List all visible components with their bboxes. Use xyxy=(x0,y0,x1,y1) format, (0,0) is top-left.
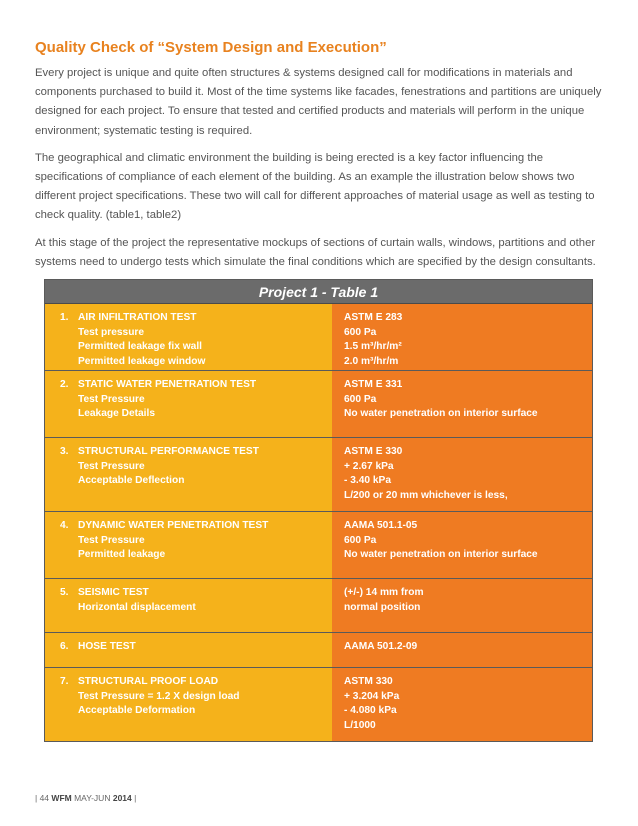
page-number: 44 xyxy=(39,793,50,803)
test-number: 5. xyxy=(60,587,69,598)
test-title: DYNAMIC WATER PENETRATION TEST xyxy=(78,520,269,531)
footer-bar-left: | xyxy=(35,793,40,803)
test-value: - 4.080 kPa xyxy=(344,705,397,717)
test-parameter: Test Pressure xyxy=(78,393,145,405)
test-value: 2.0 m³/hr/m xyxy=(344,355,399,367)
test-value: L/200 or 20 mm whichever is less, xyxy=(344,489,508,501)
test-heading xyxy=(60,640,324,655)
test-name-cell xyxy=(45,304,332,370)
test-name-cell xyxy=(45,512,332,578)
test-title: STRUCTURAL PROOF LOAD xyxy=(78,676,219,687)
test-value: + 3.204 kPa xyxy=(344,690,400,702)
test-value-cell xyxy=(332,438,592,511)
test-heading xyxy=(60,311,324,326)
test-value: normal position xyxy=(344,601,421,613)
section-heading: Quality Check of “System Design and Execution” xyxy=(35,39,387,56)
test-value: No water penetration on interior surface xyxy=(344,549,538,561)
table-row xyxy=(45,371,592,438)
test-value: ASTM E 330 xyxy=(344,446,403,457)
test-value: ASTM E 331 xyxy=(344,379,403,390)
test-name-cell xyxy=(45,438,332,511)
test-heading xyxy=(60,378,324,393)
test-value: ASTM 330 xyxy=(344,676,393,687)
test-title: HOSE TEST xyxy=(78,641,136,652)
test-value: 600 Pa xyxy=(344,326,377,338)
test-heading xyxy=(60,519,324,534)
test-value: L/1000 xyxy=(344,719,376,731)
test-value-cell xyxy=(332,304,592,370)
test-value: - 3.40 kPa xyxy=(344,475,392,487)
test-heading xyxy=(60,675,324,690)
test-number: 6. xyxy=(60,641,69,652)
article-body xyxy=(35,38,605,280)
table-title: Project 1 - Table 1 xyxy=(45,280,592,304)
table-row xyxy=(45,438,592,512)
test-parameter: Permitted leakage fix wall xyxy=(78,341,203,353)
paragraph-1: Every project is unique and quite often structures & systems designed call for modifications in materials and components purchased to build it. Most of the time systems like facades, fenestrations and partitions are uniquely designed for each project. To ensure that tested and certified products and materials will perform in the unique environment; systematic testing is required. xyxy=(35,67,602,137)
paragraph-2: The geographical and climatic environment the building is being erected is a key factor influencing the specifications of compliance of each element of the building. As an example the illustration below shows two different project specifications. These two will call for different approaches of material usage as well as testing to check quality. (table1, table2) xyxy=(35,151,595,222)
test-parameter: Permitted leakage xyxy=(78,549,166,561)
table-row xyxy=(45,304,592,371)
test-name-cell xyxy=(45,633,332,667)
issue-label: MAY-JUN xyxy=(74,793,111,803)
magazine-name: WFM xyxy=(51,793,72,803)
table-row xyxy=(45,512,592,579)
test-value: 1.5 m³/hr/m² xyxy=(344,341,402,353)
test-number: 3. xyxy=(60,446,69,457)
test-value: + 2.67 kPa xyxy=(344,460,394,472)
test-parameter: Permitted leakage window xyxy=(78,355,206,367)
test-value-cell xyxy=(332,579,592,632)
test-value: 600 Pa xyxy=(344,534,377,546)
test-parameter: Test Pressure = 1.2 X design load xyxy=(78,690,240,702)
test-title: STATIC WATER PENETRATION TEST xyxy=(78,379,257,390)
test-value-cell xyxy=(332,668,592,741)
test-number: 2. xyxy=(60,379,69,390)
test-name-cell xyxy=(45,579,332,632)
test-parameter: Test pressure xyxy=(78,326,145,338)
project-table xyxy=(44,279,593,742)
test-heading xyxy=(60,586,324,601)
test-parameter: Test Pressure xyxy=(78,534,145,546)
test-value: No water penetration on interior surface xyxy=(344,408,538,420)
test-name-cell xyxy=(45,668,332,741)
test-name-cell xyxy=(45,371,332,437)
test-title: AIR INFILTRATION TEST xyxy=(78,312,197,323)
test-number: 4. xyxy=(60,520,69,531)
test-parameter: Acceptable Deflection xyxy=(78,475,185,487)
test-parameter: Horizontal displacement xyxy=(78,601,196,613)
test-value: ASTM E 283 xyxy=(344,312,403,323)
test-number: 1. xyxy=(60,312,69,323)
test-title: STRUCTURAL PERFORMANCE TEST xyxy=(78,446,259,457)
table-rows xyxy=(45,304,592,741)
table-row xyxy=(45,633,592,668)
issue-year: 2014 xyxy=(112,793,132,803)
test-value: 600 Pa xyxy=(344,393,377,405)
test-value: (+/-) 14 mm from xyxy=(344,587,424,598)
test-value-cell xyxy=(332,371,592,437)
test-value: AAMA 501.1-05 xyxy=(344,520,418,531)
test-title: SEISMIC TEST xyxy=(78,587,149,598)
test-value-cell xyxy=(332,512,592,578)
test-parameter: Test Pressure xyxy=(78,460,145,472)
test-parameter: Acceptable Deformation xyxy=(78,705,196,717)
test-heading xyxy=(60,445,324,460)
test-value: AAMA 501.2-09 xyxy=(344,641,418,652)
paragraph-3: At this stage of the project the representative mockups of sections of curtain walls, windows, partitions and other systems need to undergo tests which simulate the final conditions which are specified by the design consultants. xyxy=(35,236,596,268)
table-row xyxy=(45,668,592,741)
table-row xyxy=(45,579,592,633)
page-footer xyxy=(35,793,136,803)
test-value-cell xyxy=(332,633,592,667)
test-number: 7. xyxy=(60,676,69,687)
footer-bar-right: | xyxy=(134,793,137,803)
test-parameter: Leakage Details xyxy=(78,408,156,420)
